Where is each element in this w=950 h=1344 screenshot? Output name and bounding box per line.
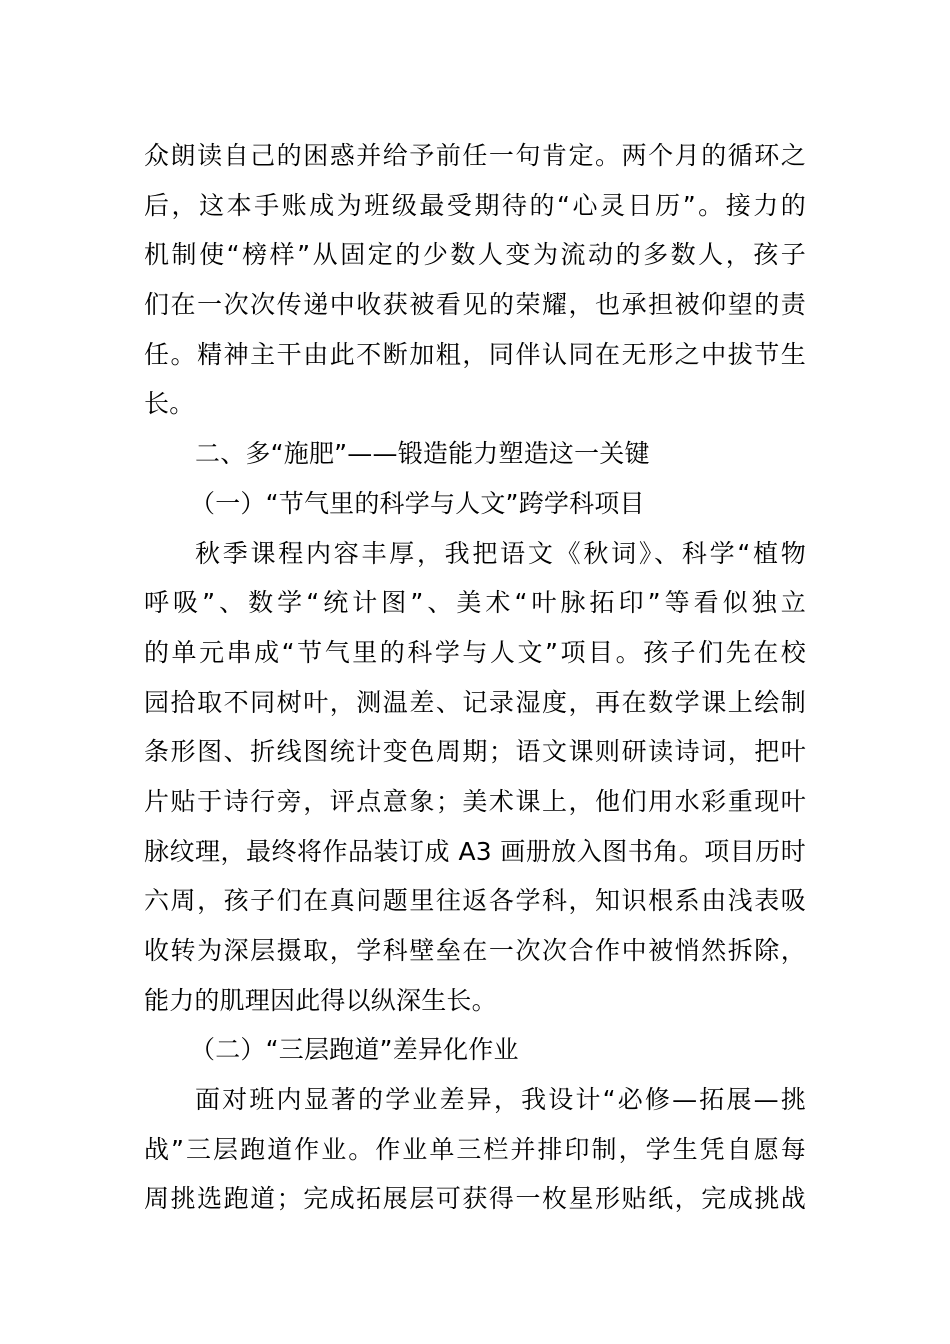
text-line: 的单元串成“节气里的科学与人文”项目。孩子们先在校: [144, 637, 806, 667]
subsection-heading: （一）“节气里的科学与人文”跨学科项目: [190, 488, 645, 518]
text-line: 面对班内显著的学业差异，我设计“必修—拓展—挑: [195, 1085, 806, 1115]
body-text: [144, 131, 806, 1224]
text-line: 六周，孩子们在真问题里往返各学科，知识根系由浅表吸: [144, 886, 806, 916]
text-line: 能力的肌理因此得以纵深生长。: [144, 985, 497, 1015]
text-line: 秋季课程内容丰厚，我把语文《秋词》、科学“植物: [195, 538, 806, 568]
text-line: 片贴于诗行旁，评点意象；美术课上，他们用水彩重现叶: [144, 786, 806, 816]
text-line: 战”三层跑道作业。作业单三栏并排印制，学生凭自愿每: [144, 1134, 806, 1164]
text-line: 呼吸”、数学“统计图”、美术“叶脉拓印”等看似独立: [144, 588, 806, 618]
text-line: 条形图、折线图统计变色周期；语文课则研读诗词，把叶: [144, 737, 806, 767]
text-line: 长。: [144, 389, 195, 419]
text-line: 园拾取不同树叶，测温差、记录湿度，再在数学课上绘制: [144, 687, 806, 717]
text-line: 收转为深层摄取，学科壁垒在一次次合作中被悄然拆除，: [144, 936, 806, 965]
text-line: 后，这本手账成为班级最受期待的“心灵日历”。接力的: [144, 190, 806, 220]
text-line: 机制使“榜样”从固定的少数人变为流动的多数人，孩子: [144, 240, 806, 270]
section-heading: 二、多“施肥”——锻造能力塑造这一关键: [195, 439, 650, 469]
text-line: 脉纹理，最终将作品装订成 A3 画册放入图书角。项目历时: [144, 836, 806, 866]
text-line: 众朗读自己的困惑并给予前任一句肯定。两个月的循环之: [144, 141, 806, 170]
text-line: 任。精神主干由此不断加粗，同伴认同在无形之中拔节生: [144, 339, 806, 369]
subsection-heading: （二）“三层跑道”差异化作业: [190, 1035, 519, 1065]
text-line: 们在一次次传递中收获被看见的荣耀，也承担被仰望的责: [144, 290, 806, 320]
text-line: 周挑选跑道；完成拓展层可获得一枚星形贴纸，完成挑战: [144, 1184, 806, 1214]
